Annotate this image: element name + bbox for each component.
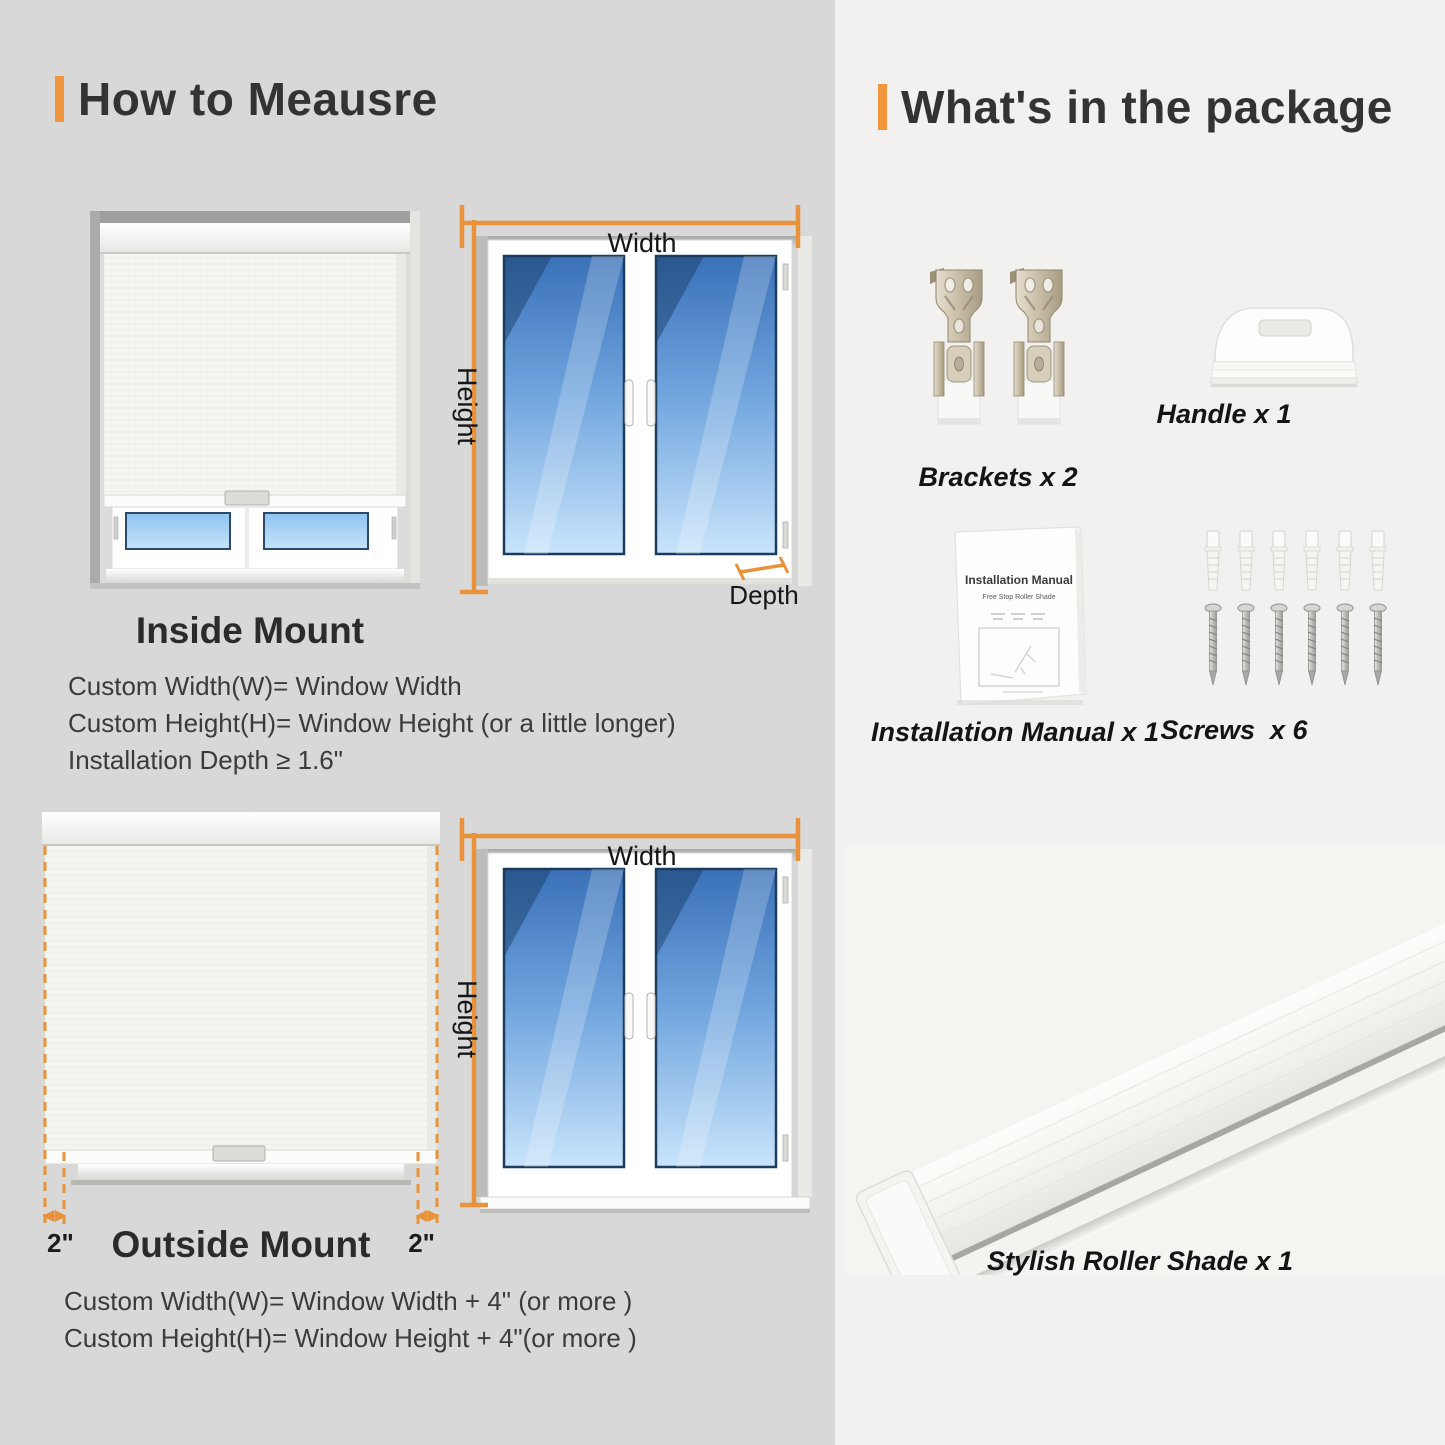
screws-illustration	[1195, 528, 1395, 693]
manual-cover-title: Installation Manual	[964, 573, 1074, 587]
brackets-label: Brackets x 2	[918, 462, 1078, 492]
note-line: Custom Width(W)= Window Width + 4" (or more )	[64, 1286, 633, 1316]
height-label: Height	[452, 366, 482, 446]
outside-mount-notes	[64, 1283, 804, 1357]
window-sill	[106, 569, 404, 582]
package-section	[835, 0, 1445, 1445]
shade-fabric	[45, 846, 437, 1154]
window-handle	[625, 380, 633, 426]
bracket	[930, 268, 984, 424]
depth-label: Depth	[729, 580, 799, 610]
accent-bar	[55, 76, 64, 122]
shade-cassette	[42, 812, 440, 845]
inside-mount-illustration	[60, 195, 440, 635]
window-handle	[647, 993, 655, 1039]
section-title-text: What's in the package	[901, 81, 1393, 133]
glass-pane-right	[264, 513, 368, 549]
manual-cover-subtitle: Free Stop Roller Shade	[982, 594, 1056, 601]
bracket	[1010, 268, 1064, 424]
shade-cassette	[100, 223, 410, 253]
window-sill	[480, 1197, 810, 1209]
inside-mount-caption: Inside Mount	[135, 610, 365, 651]
manual-illustration	[943, 522, 1093, 712]
gap-right-label: 2"	[408, 1228, 435, 1258]
handle-label: Handle x 1	[1156, 399, 1292, 429]
outside-mount-window-diagram	[452, 805, 837, 1235]
note-line: Installation Depth ≥ 1.6"	[68, 745, 343, 775]
window-sill	[78, 1164, 404, 1180]
section-title-text: How to Meausre	[78, 73, 438, 125]
manual-label: Installation Manual x 1	[870, 717, 1160, 747]
window-handle	[625, 993, 633, 1039]
note-line: Custom Width(W)= Window Width	[68, 671, 462, 701]
shade-handle	[213, 1146, 265, 1161]
note-line: Custom Height(H)= Window Height + 4"(or more )	[64, 1323, 637, 1353]
screws	[1205, 604, 1386, 685]
inside-mount-notes	[68, 668, 778, 779]
shade-fabric	[104, 254, 406, 495]
width-label: Width	[607, 841, 677, 871]
glass-pane-left	[126, 513, 230, 549]
how-to-measure-title	[55, 72, 438, 126]
package-title	[878, 80, 1393, 134]
inside-mount-window-diagram	[452, 192, 837, 632]
handle-illustration	[1203, 298, 1363, 393]
width-label: Width	[607, 228, 677, 258]
gap-left-label: 2"	[47, 1228, 74, 1258]
shade-label: Stylish Roller Shade x 1	[986, 1246, 1294, 1276]
screws-label: Screws x 6	[1160, 715, 1308, 745]
window-handle	[647, 380, 655, 426]
outside-mount-caption: Outside Mount	[111, 1224, 371, 1265]
overhang-arrows	[45, 1212, 437, 1220]
accent-bar	[878, 84, 887, 130]
roller-shade-illustration	[845, 845, 1445, 1275]
brackets-illustration	[930, 268, 1070, 436]
note-line: Custom Height(H)= Window Height (or a little longer)	[68, 708, 676, 738]
shade-handle	[225, 491, 269, 505]
wall-anchors	[1205, 531, 1386, 590]
outside-mount-illustration	[35, 800, 447, 1265]
height-label: Height	[452, 979, 482, 1059]
